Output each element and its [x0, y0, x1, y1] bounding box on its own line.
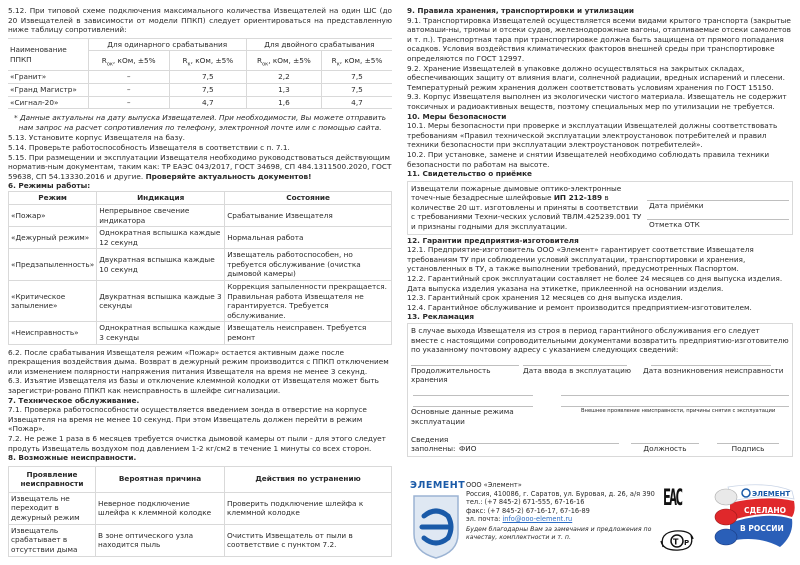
company-logo-text: ЭЛЕМЕНТ [410, 480, 466, 491]
heading-11: 11. Свидетельство о приёмке [407, 169, 533, 179]
company-phone: тел.: (+7 845-2) 671-555, 67-16-16 [466, 498, 585, 507]
paragraph-5-14: 5.14. Проверьте работоспособность Извещателя в соответствии с п. 7.1. [8, 142, 290, 152]
paragraph-12-3: 12.3. Гарантийный срок хранения 12 месяцев со дня выпуска изделия. [407, 293, 683, 303]
resistance-table [8, 38, 392, 109]
paragraph-5-15: 5.15. При размещении и эксплуатации Извещателя необходимо руководствоваться действующим норматив-ным документам, таким как: ТР ЕАЭС 043/2017, ГОСТ 34698, СП 484.1311500.2020, ГОСТ 59638, СП 54.13330.2016 и другие. Проверяйте актуальность документов! [8, 152, 392, 181]
heading-13: 13. Рекламация [407, 312, 475, 322]
table-row: «Гранит» – 7,5 2,2 7,5 [8, 71, 392, 84]
paragraph-5-12: 5.12. При типовой схеме подключения максимального количества Извещателей на один ШС (до 20 Извещателей в зависимости от модели ППКП) следует ориентироваться на представленную ниже таблицу сопротивлений: [8, 6, 392, 35]
paragraph-9-3: 9.3. Корпус Извещателя выполнен из экологически чистого материала. Извещатель не содержит токсичных и радиоактивных веществ, поэтому специальных мер по утилизации не требуется. [407, 92, 787, 111]
made-in-russia-badge-icon [708, 481, 798, 561]
left-column [8, 6, 392, 557]
faults-table: Проявление неисправности Вероятная причина Действия по устранению Извещатель не переходит в дежурный режим Неверное подключение шлейфа к клеммной колодке Проверить подключение шлейфа к клеммной колодке Извещатель срабатывает в отсутствии дыма В зоне оптического узла находится пыль Очистить Извещатель от пыли в соответствие с пунктом 7.2. [8, 466, 392, 557]
email-label: эл. почта: [466, 515, 503, 524]
table-row: «Гранд Магистр» – 7,5 1,3 7,5 [8, 83, 392, 96]
paragraph-7-2: 7.2. Не реже 1 раза в 6 месяцев требуется очистка дымовой камеры от пыли - для этого следует продуть Извещатель воздухом под давлением 1-2 кг/см2 в течение 1 минуты со всех сторон. [8, 433, 386, 453]
signature-label: Подпись [731, 444, 765, 454]
tr-certification-icon [657, 527, 697, 553]
heading-6: 6. Режимы работы: [8, 181, 91, 191]
heading-9: 9. Правила хранения, транспортировки и утилизации [407, 6, 635, 15]
mode-data-line-2[interactable] [413, 396, 533, 407]
table-row: «Неисправность» Однократная вспышка каждые 3 секунды Извещатель неисправен. Требуется ремонт [9, 322, 392, 344]
table-row: Извещатель не переходит в дежурный режим Неверное подключение шлейфа к клеммной колодке Проверить подключение шлейфа к клеммной колодке [9, 492, 392, 524]
paragraph-7-1: 7.1. Проверка работоспособности осуществляется введением зонда в отверстие на корпусе Извещателя на время не менее 10 секунд. При этом Извещатель должен перейти в режим «Пожар». [8, 405, 367, 434]
right-column [407, 6, 793, 457]
claim-form [407, 323, 793, 457]
company-footer [410, 481, 795, 563]
paragraph-6-2: 6.2. После срабатывания Извещателя режим «Пожар» остается активным даже после прекращения воздействия дыма. Возврат в дежурный режим производится с ППКП отключением или изменением полярности напряжения питания Извещателя на время не менее 3 секунд. [8, 347, 389, 376]
paragraph-10-2: 10.2. При установке, замене и снятии Извещателей необходимо соблюдать правила техники безопасности по работам на высоте. [407, 149, 770, 169]
subheader: $R_к$, кОм, ±5% [169, 51, 246, 71]
paragraph-12-4: 12.4. Гарантийное обслуживание и ремонт производится предприятием-изготовителем. [407, 302, 752, 312]
header-double: Для двойного срабатывания [246, 38, 392, 51]
header-ppkp-name: Наименование ППКП [8, 38, 88, 71]
paragraph-12-1: 12.1. Предприятие-изготовитель ООО «Элемент» гарантирует соответствие Извещателя требованиям ТУ при соблюдении условий эксплуатации, транспортировки и хранения, установленных в ТУ, а также выполнении требований, предусмотренных Паспортом. [407, 245, 754, 274]
fio-label: ФИО [459, 444, 477, 454]
paragraph-10-1: 10.1. Меры безопасности при проверке и эксплуатации Извещателей должны соответствовать требованиям «Правил технической эксплуатации электроустановок потребителей и правил техники безопасности при эксплуатации электроустановок потребителей». [407, 121, 778, 150]
otk-mark-label: Отметка ОТК [649, 220, 700, 230]
filled-label: Сведения заполнены: [411, 434, 456, 454]
subheader: $R_{ок}$, кОм, ±5% [88, 51, 169, 71]
footnote: * Данные актуальны на дату выпуска Извещателей. При необходимости, Вы можете отправить нам запрос на расчет сопротивления по телефону, электронной почте или с помощью сайта. [13, 113, 386, 132]
header-single: Для одинарного срабатывания [88, 38, 246, 51]
company-shield-logo-icon [412, 494, 460, 560]
mode-data-label: Основные данные режима эксплуатации [411, 406, 514, 426]
subheader: $R_{ок}$, кОм, ±5% [246, 51, 321, 71]
fault-desc-line-2[interactable] [561, 396, 789, 407]
company-name: ООО «Элемент» [466, 481, 522, 489]
company-fax: факс: (+7 845-2) 67-16-17, 67-16-89 [466, 506, 590, 515]
heading-12: 12. Гарантии предприятия-изготовителя [407, 235, 579, 245]
paragraph-9-1: 9.1. Транспортировка Извещателей осуществляется всеми видами крытого транспорта (закрытые автомаши-ны, трюмы и отсеки судов, железнодорожные вагоны, отапливаемые отсеки самолетов и т. п.). Транспортная тара при транспортировке должна быть защищена от прямого попадания осадков. Условия воздействия климатических факторов внешней среды при транспортировке определяются по ГОСТ 12997. [407, 15, 791, 63]
badge-line-2: В РОССИИ [740, 524, 784, 533]
fault-desc-label: Внешнее проявление неисправности, причины снятия с эксплуатации [581, 407, 776, 414]
paragraph-6-3: 6.3. Изъятие Извещателя из базы и отключение клеммной колодки от Извещателя может быть зарегистри-ровано ППКП как неисправность в шлейфе сигнализации. [8, 376, 379, 395]
subheader: $R_к$, кОм, ±5% [321, 51, 392, 71]
badge-brand: ЭЛЕМЕНТ [752, 490, 791, 498]
feedback-note: Будем благодарны Вам за замечания и предложения по качеству, комплектности и т. п. [466, 525, 652, 541]
eac-mark-icon: EAC [663, 486, 682, 511]
company-contacts [466, 481, 656, 541]
email-link[interactable]: info@ooo-element.ru [502, 515, 573, 524]
paragraph-5-13: 5.13. Установите корпус Извещателя на базу. [8, 133, 185, 143]
heading-7: 7. Техническое обслуживание. [8, 395, 140, 405]
acceptance-date-label: Дата приёмки [649, 200, 704, 210]
table-row: Извещатель срабатывает в отсутствии дыма В зоне оптического узла находится пыль Очистить Извещатель от пыли в соответствие с пунктом 7.2. [9, 524, 392, 556]
table-row: «Дежурный режим» Однократная вспышка каждые 12 секунд Нормальная работа [9, 227, 392, 249]
commission-date-label: Дата ввода в эксплуатацию [523, 365, 631, 375]
fault-date-label: Дата возникновения неисправности [643, 365, 784, 375]
paragraph-12-2: 12.2. Гарантийный срок эксплуатации составляет не более 24 месяцев со дня выпуска изделия. Дата выпуска изделия указана на этикетке, приклеенной на основании изделия. [407, 274, 783, 293]
acceptance-date-line[interactable] [647, 184, 789, 201]
storage-duration-label: Продолжительность хранения [411, 365, 491, 385]
otk-mark-line[interactable] [647, 210, 789, 220]
modes-table: Режим Индикация Состояние «Пожар» Непрерывное свечение индикатора Срабатывание Извещателя «Дежурный режим» Однократная вспышка каждые 12 секунд Нормальная работа «Предзапыленность» Двукратная вспышка каждые 10 секунд Извещатель работоспособен, но требуется обслуживание (очистка дымовой камеры) «Критическое запыление» Двукратная вспышка каждые 3 секунды Коррекция запыленности прекращается. Правильная работа Извещателя не гарантируется. Требуется обслуживание. «Неисправность» Однократная вспышка каждые 3 секунды Извещатель неисправен. Требуется ремонт [8, 191, 392, 345]
company-address: Россия, 410086, г. Саратов, ул. Буровая, д. 26, а/я 390 [466, 489, 655, 498]
table-row: «Предзапыленность» Двукратная вспышка каждые 10 секунд Извещатель работоспособен, но требуется обслуживание (очистка дымовой камеры) [9, 249, 392, 281]
acceptance-certificate [407, 181, 793, 235]
acceptance-text: Извещатели пожарные дымовые оптико-электронные точеч-ные безадресные шлейфовые ИП 212-189 в количестве 20 шт. изготовлены и приняты в соответствии с требованиями Техни-ческих условий ТВЛМ.425239.001 ТУ и признаны годными для эксплуатации. [411, 183, 642, 232]
svg-text:Т: Т [673, 537, 679, 547]
badge-line-1: СДЕЛАНО [744, 506, 786, 515]
claim-intro: В случае выхода Извещателя из строя в период гарантийного обслуживания его следует вместе с настоящими сопроводительными документами возвратить предприятию-изготовителю по указанному почтовому адресу с указанием следующих сведений: [411, 326, 789, 355]
heading-10: 10. Меры безопасности [407, 111, 507, 121]
paragraph-9-2: 9.2. Хранение Извещателей в упаковке должно осуществляться на закрытых складах, обеспечивающих защиту от влияния влаги, солнечной радиации, вредных испарений и плесени. Температурный режим хранения должен соответствовать условиям хранения по ГОСТ 15150. [407, 63, 785, 92]
position-label: Должность [643, 444, 687, 454]
table-row: «Пожар» Непрерывное свечение индикатора Срабатывание Извещателя [9, 204, 392, 226]
heading-8: 8. Возможные неисправности. [8, 453, 137, 463]
table-row: «Сигнал-20» – 4,7 1,6 4,7 [8, 96, 392, 109]
svg-text:Р: Р [684, 539, 690, 547]
table-row: «Критическое запыление» Двукратная вспышка каждые 3 секунды Коррекция запыленности прекращается. Правильная работа Извещателя не гарантируется. Требуется обслуживание. [9, 281, 392, 322]
